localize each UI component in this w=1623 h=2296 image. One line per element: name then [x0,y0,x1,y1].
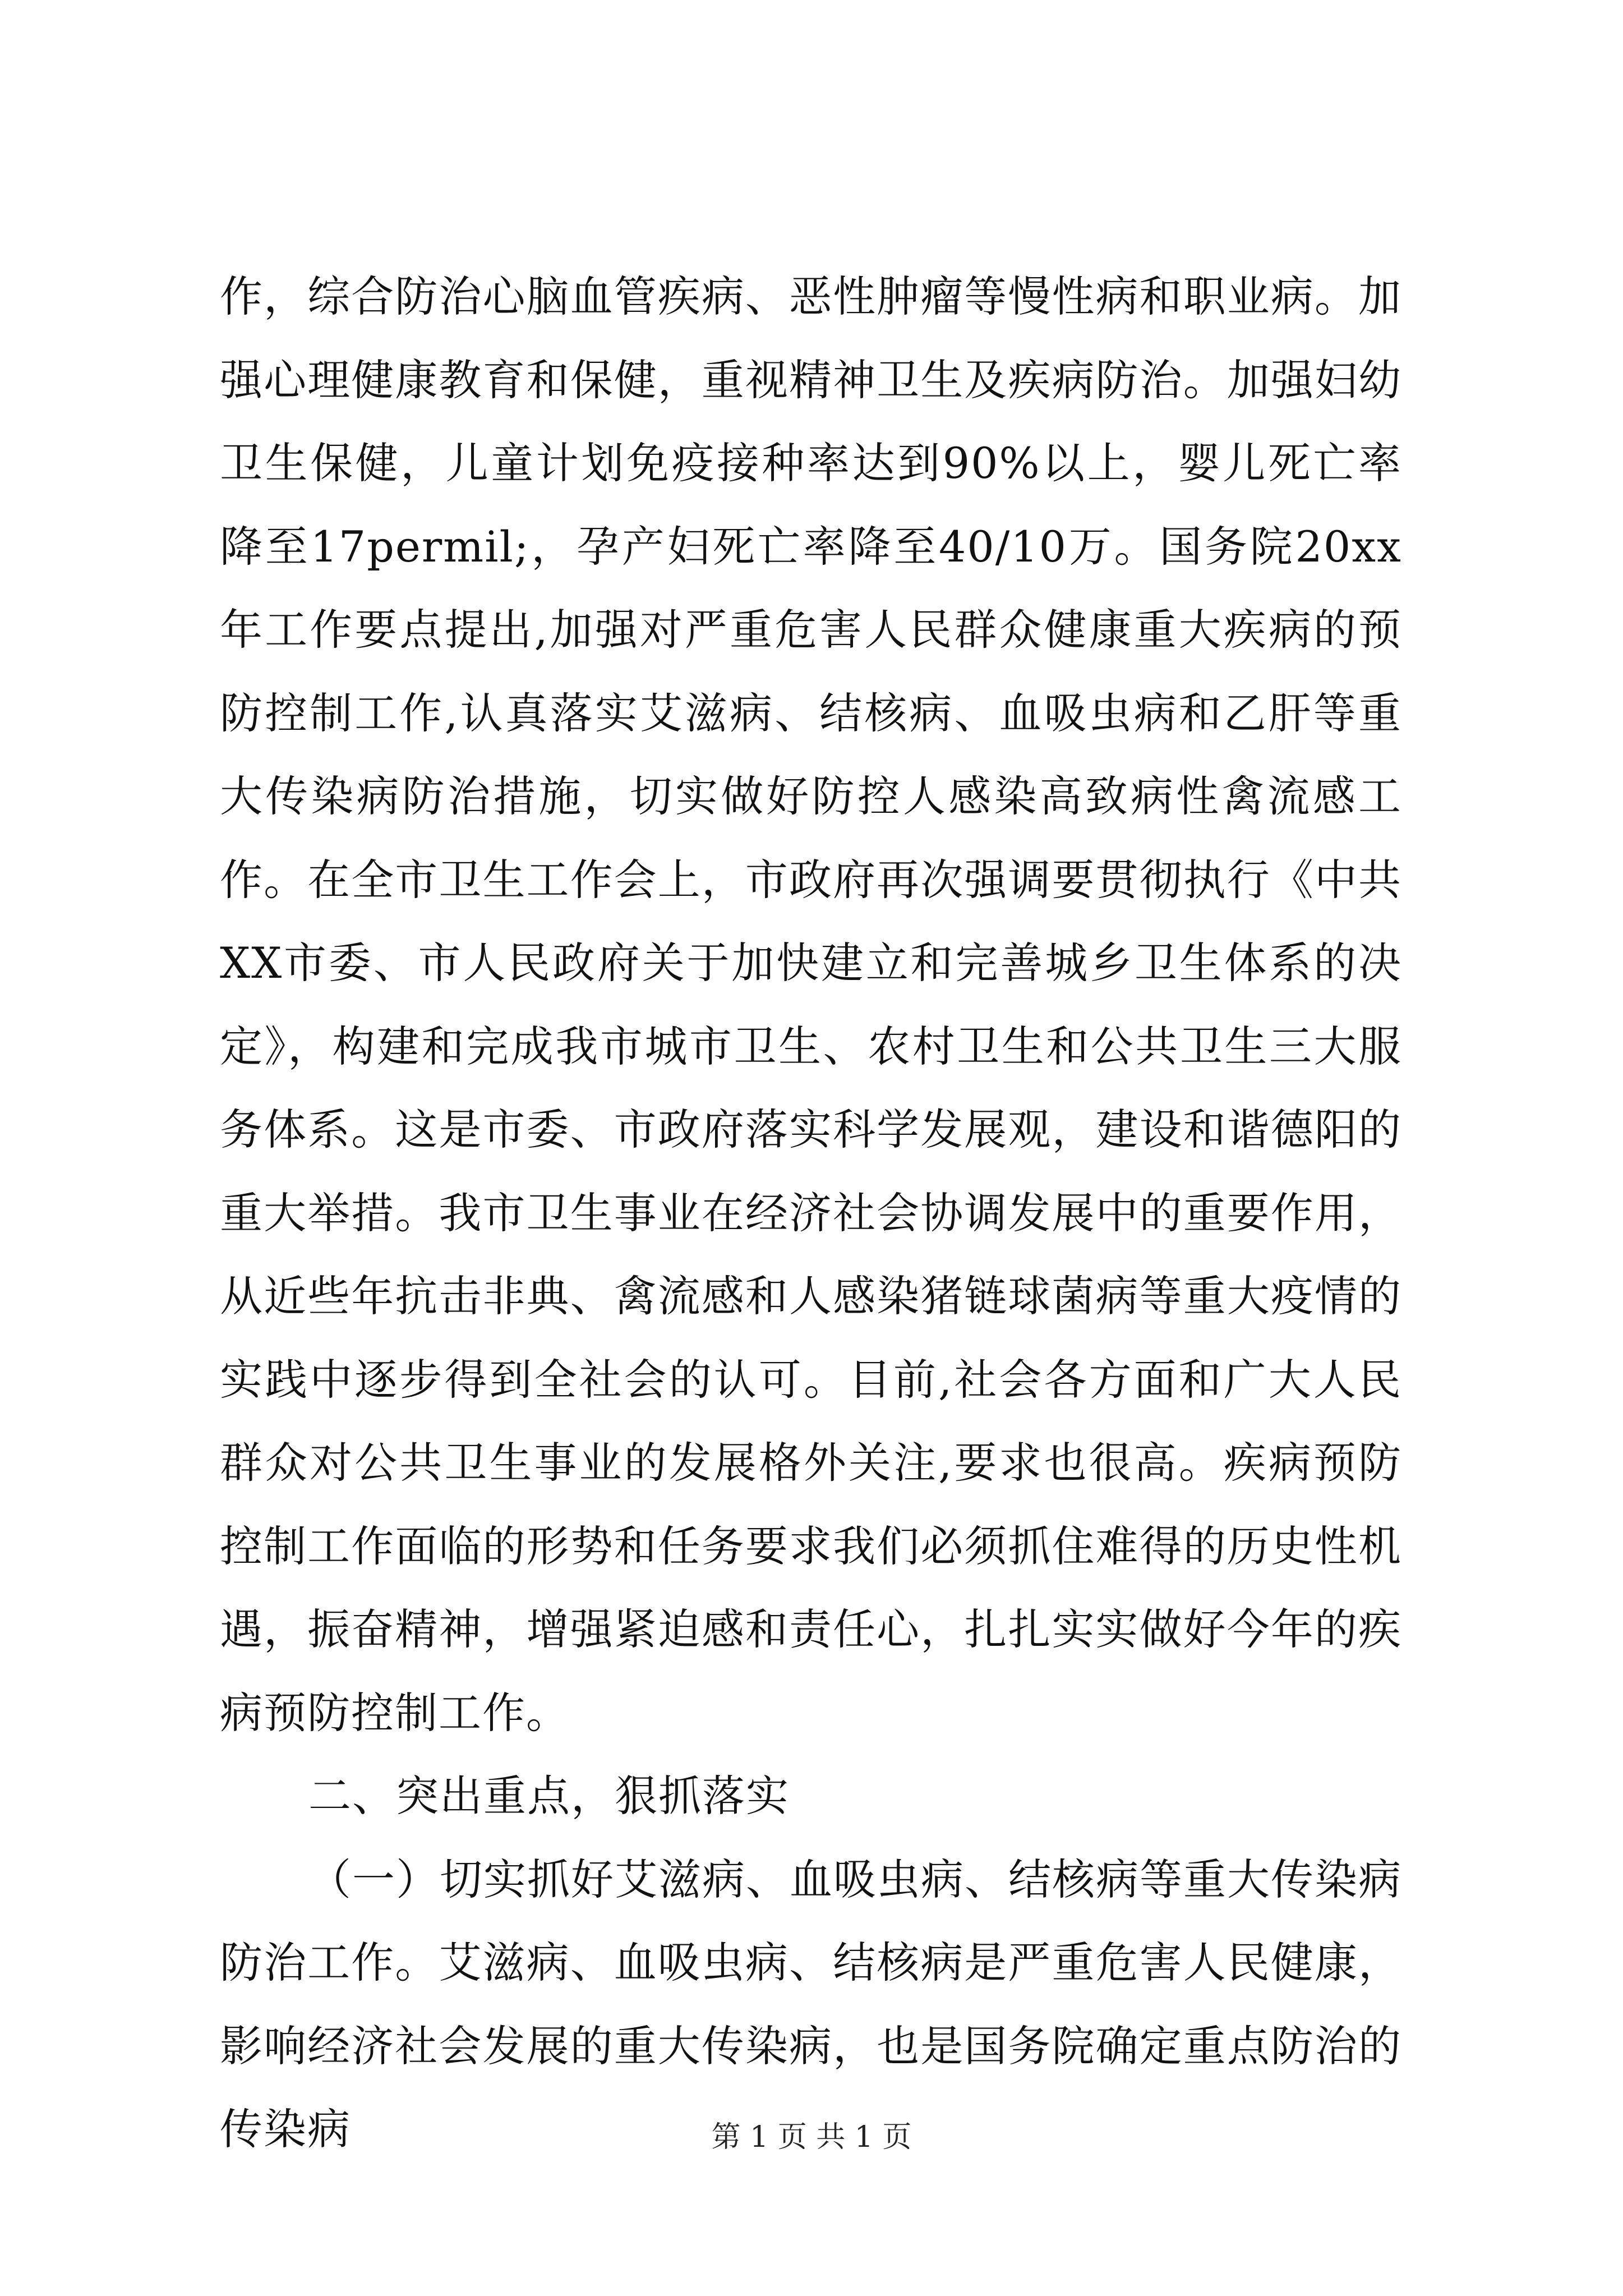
paragraph-intro: 作，综合防治心脑血管疾病、恶性肿瘤等慢性病和职业病。加强心理健康教育和保健，重视精神卫生及疾病防治。加强妇幼卫生保健，儿童计划免疫接种率达到90%以上，婴儿死亡率降至17permil;，孕产妇死亡率降至40/10万。国务院20xx年工作要点提出,加强对严重危害人民群众健康重大疾病的预防控制工作,认真落实艾滋病、结核病、血吸虫病和乙肝等重大传染病防治措施，切实做好防控人感染高致病性禽流感工作。在全市卫生工作会上，市政府再次强调要贯彻执行《中共XX市委、市人民政府关于加快建立和完善城乡卫生体系的决定》，构建和完成我市城市卫生、农村卫生和公共卫生三大服务体系。这是市委、市政府落实科学发展观，建设和谐德阳的重大举措。我市卫生事业在经济社会协调发展中的重要作用，从近些年抗击非典、禽流感和人感染猪链球菌病等重大疫情的实践中逐步得到全社会的认可。目前,社会各方面和广大人民群众对公共卫生事业的发展格外关注,要求也很高。疾病预防控制工作面临的形势和任务要求我们必须抓住难得的历史性机遇，振奋精神，增强紧迫感和责任心，扎扎实实做好今年的疾病预防控制工作。 [220,272,1402,1738]
section-heading-2: 二、突出重点，狠抓落实 [308,1771,790,1821]
page-number-label: 第 1 页 共 1 页 [711,2120,912,2154]
page-footer [0,2118,1623,2157]
document-body [220,255,1402,2171]
subsection-paragraph-1: （一）切实抓好艾滋病、血吸虫病、结核病等重大传染病防治工作。艾滋病、血吸虫病、结核病是严重危害人民健康，影响经济社会发展的重大传染病，也是国务院确定重点防治的传染病 [220,1854,1402,2154]
